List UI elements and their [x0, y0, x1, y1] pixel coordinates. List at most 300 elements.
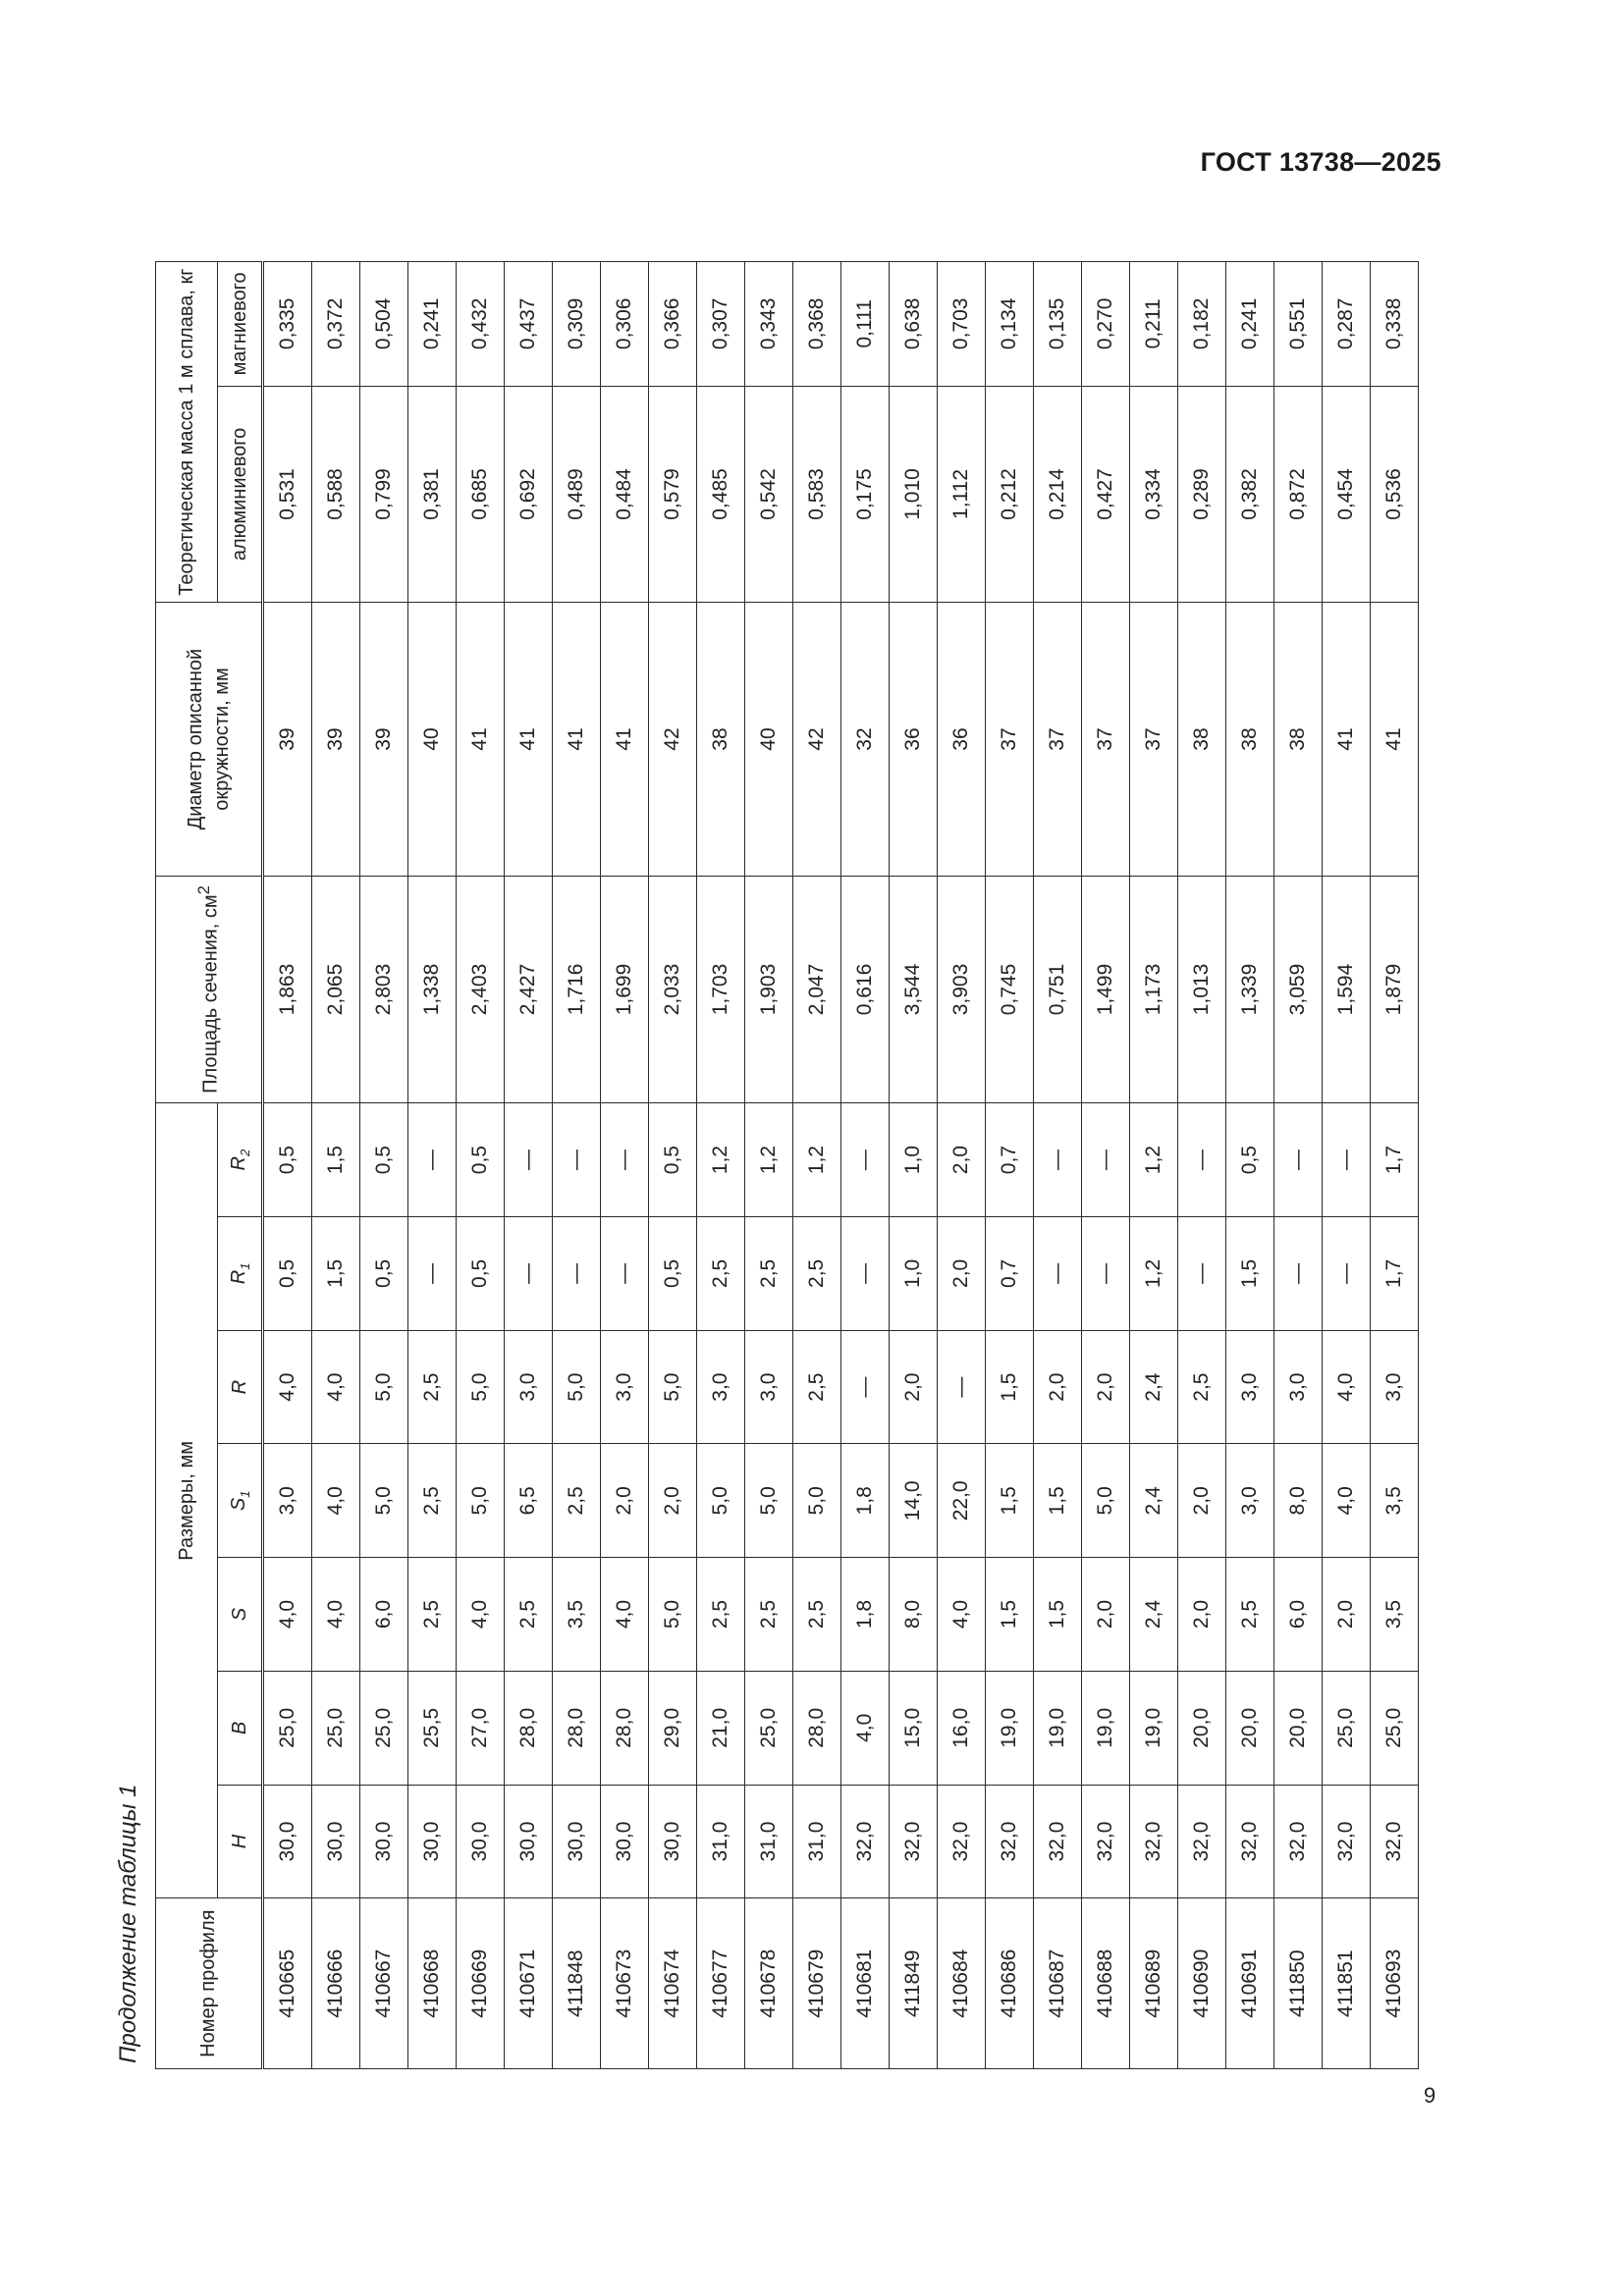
profile-number-cell: 411848: [553, 1898, 601, 2069]
H-cell: 31,0: [793, 1785, 841, 1898]
aluminum-mass-cell: 0,588: [312, 386, 360, 603]
R-cell: —: [938, 1330, 986, 1444]
S-cell: 2,5: [1226, 1558, 1274, 1672]
R1-cell: 1,5: [1226, 1217, 1274, 1331]
magnesium-mass-cell: 0,211: [1130, 262, 1178, 387]
H-cell: 30,0: [553, 1785, 601, 1898]
S-cell: 4,0: [312, 1558, 360, 1672]
diameter-cell: 38: [1178, 603, 1226, 876]
header-S1: $S_1$: [218, 1444, 263, 1558]
R1-cell: 0,5: [360, 1217, 408, 1331]
R-cell: 2,5: [1178, 1330, 1226, 1444]
S-cell: 5,0: [649, 1558, 697, 1672]
aluminum-mass-cell: 0,289: [1178, 386, 1226, 603]
magnesium-mass-cell: 0,309: [553, 262, 601, 387]
R-cell: 2,0: [890, 1330, 938, 1444]
R1-cell: —: [408, 1217, 457, 1331]
table-row: [360, 262, 408, 2069]
R1-cell: —: [1178, 1217, 1226, 1331]
B-cell: 25,0: [312, 1671, 360, 1785]
magnesium-mass-cell: 0,437: [505, 262, 553, 387]
S1-cell: 22,0: [938, 1444, 986, 1558]
R2-cell: 0,5: [457, 1103, 505, 1217]
magnesium-mass-cell: 0,270: [1082, 262, 1130, 387]
aluminum-mass-cell: 0,579: [649, 386, 697, 603]
diameter-cell: 41: [601, 603, 649, 876]
R1-cell: —: [601, 1217, 649, 1331]
S1-cell: 14,0: [890, 1444, 938, 1558]
table-row: [1274, 262, 1323, 2069]
S1-cell: 5,0: [745, 1444, 793, 1558]
R-cell: —: [841, 1330, 890, 1444]
B-cell: 19,0: [986, 1671, 1034, 1785]
table-row: [890, 262, 938, 2069]
R-cell: 3,0: [601, 1330, 649, 1444]
S-cell: 4,0: [263, 1558, 312, 1672]
R-cell: 2,0: [1034, 1330, 1082, 1444]
header-magnesium-mass: магниевого: [218, 262, 263, 387]
R-cell: 2,0: [1082, 1330, 1130, 1444]
H-cell: 30,0: [263, 1785, 312, 1898]
area-cell: 1,703: [697, 876, 745, 1102]
R1-cell: 0,7: [986, 1217, 1034, 1331]
profile-number-cell: 410681: [841, 1898, 890, 2069]
area-cell: 2,803: [360, 876, 408, 1102]
R2-cell: 1,0: [890, 1103, 938, 1217]
table-continuation-caption: Продолжение таблицы 1: [115, 1784, 141, 2063]
S-cell: 2,0: [1178, 1558, 1226, 1672]
diameter-cell: 42: [649, 603, 697, 876]
H-cell: 32,0: [1034, 1785, 1082, 1898]
R-cell: 1,5: [986, 1330, 1034, 1444]
B-cell: 25,0: [263, 1671, 312, 1785]
R1-cell: 0,5: [263, 1217, 312, 1331]
profile-number-cell: 410690: [1178, 1898, 1226, 2069]
diameter-cell: 41: [1323, 603, 1371, 876]
B-cell: 25,0: [745, 1671, 793, 1785]
S-cell: 2,0: [1082, 1558, 1130, 1672]
B-cell: 19,0: [1034, 1671, 1082, 1785]
table-row: [601, 262, 649, 2069]
area-cell: 1,013: [1178, 876, 1226, 1102]
profile-number-cell: 410684: [938, 1898, 986, 2069]
profile-number-cell: 410669: [457, 1898, 505, 2069]
area-cell: 1,903: [745, 876, 793, 1102]
area-cell: 2,033: [649, 876, 697, 1102]
B-cell: 27,0: [457, 1671, 505, 1785]
profile-number-cell: 410668: [408, 1898, 457, 2069]
R-cell: 5,0: [360, 1330, 408, 1444]
aluminum-mass-cell: 0,536: [1371, 386, 1419, 603]
area-cell: 2,047: [793, 876, 841, 1102]
profile-number-cell: 410687: [1034, 1898, 1082, 2069]
B-cell: 20,0: [1226, 1671, 1274, 1785]
R-cell: 2,5: [408, 1330, 457, 1444]
table-row: [1226, 262, 1274, 2069]
area-cell: 1,879: [1371, 876, 1419, 1102]
table-row: [649, 262, 697, 2069]
area-cell: 1,499: [1082, 876, 1130, 1102]
R-cell: 3,0: [505, 1330, 553, 1444]
S1-cell: 2,0: [649, 1444, 697, 1558]
S-cell: 6,0: [360, 1558, 408, 1672]
magnesium-mass-cell: 0,307: [697, 262, 745, 387]
table-row: [745, 262, 793, 2069]
table-row: [553, 262, 601, 2069]
S1-cell: 6,5: [505, 1444, 553, 1558]
R-cell: 3,0: [1371, 1330, 1419, 1444]
R2-cell: 1,2: [1130, 1103, 1178, 1217]
S1-cell: 3,0: [263, 1444, 312, 1558]
profile-number-cell: 410686: [986, 1898, 1034, 2069]
diameter-cell: 38: [697, 603, 745, 876]
profile-number-cell: 410688: [1082, 1898, 1130, 2069]
R2-cell: 1,5: [312, 1103, 360, 1217]
diameter-cell: 38: [1274, 603, 1323, 876]
page-number: 9: [1424, 2083, 1436, 2108]
R2-cell: —: [408, 1103, 457, 1217]
area-cell: 1,338: [408, 876, 457, 1102]
R-cell: 4,0: [312, 1330, 360, 1444]
R1-cell: —: [1323, 1217, 1371, 1331]
S-cell: 1,5: [986, 1558, 1034, 1672]
R1-cell: —: [505, 1217, 553, 1331]
R1-cell: —: [553, 1217, 601, 1331]
area-cell: 1,716: [553, 876, 601, 1102]
R2-cell: 0,5: [360, 1103, 408, 1217]
B-cell: 16,0: [938, 1671, 986, 1785]
R-cell: 3,0: [1226, 1330, 1274, 1444]
profile-number-cell: 410674: [649, 1898, 697, 2069]
profile-table: [155, 261, 1419, 2069]
diameter-cell: 42: [793, 603, 841, 876]
table-row: [1371, 262, 1419, 2069]
S1-cell: 4,0: [1323, 1444, 1371, 1558]
H-cell: 32,0: [1082, 1785, 1130, 1898]
area-cell: 3,903: [938, 876, 986, 1102]
table-row: [1130, 262, 1178, 2069]
B-cell: 20,0: [1274, 1671, 1323, 1785]
B-cell: 15,0: [890, 1671, 938, 1785]
diameter-cell: 37: [1082, 603, 1130, 876]
R-cell: 3,0: [745, 1330, 793, 1444]
header-aluminum-mass: алюминиевого: [218, 386, 263, 603]
area-cell: 0,751: [1034, 876, 1082, 1102]
R2-cell: 1,2: [793, 1103, 841, 1217]
R1-cell: —: [1034, 1217, 1082, 1331]
R2-cell: 1,2: [697, 1103, 745, 1217]
header-section-area: Площадь сечения, $см^2$: [156, 876, 263, 1102]
magnesium-mass-cell: 0,551: [1274, 262, 1323, 387]
profile-number-cell: 411850: [1274, 1898, 1323, 2069]
header-profile-number: Номер профиля: [156, 1898, 263, 2069]
R-cell: 3,0: [1274, 1330, 1323, 1444]
S-cell: 2,5: [505, 1558, 553, 1672]
table-row: [263, 262, 312, 2069]
magnesium-mass-cell: 0,703: [938, 262, 986, 387]
R1-cell: 2,5: [745, 1217, 793, 1331]
profile-number-cell: 410665: [263, 1898, 312, 2069]
table-row: [1178, 262, 1226, 2069]
S1-cell: 1,8: [841, 1444, 890, 1558]
S-cell: 4,0: [601, 1558, 649, 1672]
B-cell: 28,0: [505, 1671, 553, 1785]
magnesium-mass-cell: 0,638: [890, 262, 938, 387]
R2-cell: 0,5: [1226, 1103, 1274, 1217]
area-cell: 1,699: [601, 876, 649, 1102]
table-row: [312, 262, 360, 2069]
B-cell: 19,0: [1082, 1671, 1130, 1785]
area-cell: 1,594: [1323, 876, 1371, 1102]
area-cell: 3,544: [890, 876, 938, 1102]
S-cell: 2,5: [793, 1558, 841, 1672]
diameter-cell: 39: [263, 603, 312, 876]
table-row: [457, 262, 505, 2069]
profile-number-cell: 410678: [745, 1898, 793, 2069]
R1-cell: 2,5: [793, 1217, 841, 1331]
H-cell: 30,0: [505, 1785, 553, 1898]
H-cell: 32,0: [986, 1785, 1034, 1898]
S1-cell: 2,5: [408, 1444, 457, 1558]
B-cell: 20,0: [1178, 1671, 1226, 1785]
table-row: [841, 262, 890, 2069]
R-cell: 2,4: [1130, 1330, 1178, 1444]
R1-cell: 0,5: [457, 1217, 505, 1331]
aluminum-mass-cell: 0,685: [457, 386, 505, 603]
R2-cell: 1,7: [1371, 1103, 1419, 1217]
aluminum-mass-cell: 0,583: [793, 386, 841, 603]
B-cell: 25,0: [360, 1671, 408, 1785]
profile-number-cell: 410666: [312, 1898, 360, 2069]
magnesium-mass-cell: 0,343: [745, 262, 793, 387]
S1-cell: 1,5: [1034, 1444, 1082, 1558]
R2-cell: 2,0: [938, 1103, 986, 1217]
S-cell: 4,0: [457, 1558, 505, 1672]
magnesium-mass-cell: 0,241: [1226, 262, 1274, 387]
magnesium-mass-cell: 0,372: [312, 262, 360, 387]
H-cell: 31,0: [745, 1785, 793, 1898]
aluminum-mass-cell: 1,010: [890, 386, 938, 603]
profile-number-cell: 410679: [793, 1898, 841, 2069]
area-cell: 2,403: [457, 876, 505, 1102]
magnesium-mass-cell: 0,432: [457, 262, 505, 387]
diameter-cell: 38: [1226, 603, 1274, 876]
profile-number-cell: 410671: [505, 1898, 553, 2069]
area-cell: 2,065: [312, 876, 360, 1102]
H-cell: 32,0: [1226, 1785, 1274, 1898]
B-cell: 28,0: [553, 1671, 601, 1785]
standard-designation: ГОСТ 13738—2025: [1200, 147, 1441, 177]
header-R1: $R_1$: [218, 1217, 263, 1331]
S-cell: 6,0: [1274, 1558, 1323, 1672]
S-cell: 1,8: [841, 1558, 890, 1672]
table-row: [986, 262, 1034, 2069]
B-cell: 25,0: [1323, 1671, 1371, 1785]
diameter-cell: 41: [1371, 603, 1419, 876]
S1-cell: 8,0: [1274, 1444, 1323, 1558]
magnesium-mass-cell: 0,182: [1178, 262, 1226, 387]
S1-cell: 2,0: [1178, 1444, 1226, 1558]
profile-number-cell: 410689: [1130, 1898, 1178, 2069]
aluminum-mass-cell: 0,531: [263, 386, 312, 603]
aluminum-mass-cell: 0,872: [1274, 386, 1323, 603]
R2-cell: 0,7: [986, 1103, 1034, 1217]
S1-cell: 3,0: [1226, 1444, 1274, 1558]
S1-cell: 5,0: [697, 1444, 745, 1558]
R1-cell: —: [1082, 1217, 1130, 1331]
aluminum-mass-cell: 0,485: [697, 386, 745, 603]
S-cell: 2,0: [1323, 1558, 1371, 1672]
R1-cell: —: [1274, 1217, 1323, 1331]
magnesium-mass-cell: 0,287: [1323, 262, 1371, 387]
table-row: [1034, 262, 1082, 2069]
H-cell: 30,0: [408, 1785, 457, 1898]
diameter-cell: 39: [360, 603, 408, 876]
diameter-cell: 36: [890, 603, 938, 876]
H-cell: 32,0: [1371, 1785, 1419, 1898]
R2-cell: 0,5: [263, 1103, 312, 1217]
S-cell: 8,0: [890, 1558, 938, 1672]
R-cell: 5,0: [457, 1330, 505, 1444]
header-B: B: [218, 1671, 263, 1785]
table-row: [1323, 262, 1371, 2069]
aluminum-mass-cell: 1,112: [938, 386, 986, 603]
diameter-cell: 41: [457, 603, 505, 876]
B-cell: 19,0: [1130, 1671, 1178, 1785]
R2-cell: —: [505, 1103, 553, 1217]
aluminum-mass-cell: 0,692: [505, 386, 553, 603]
header-H: H: [218, 1785, 263, 1898]
table-row: [505, 262, 553, 2069]
R2-cell: —: [1274, 1103, 1323, 1217]
R1-cell: 1,0: [890, 1217, 938, 1331]
R-cell: 4,0: [1323, 1330, 1371, 1444]
H-cell: 32,0: [1274, 1785, 1323, 1898]
diameter-cell: 41: [553, 603, 601, 876]
R1-cell: 1,2: [1130, 1217, 1178, 1331]
R2-cell: —: [1323, 1103, 1371, 1217]
B-cell: 25,0: [1371, 1671, 1419, 1785]
diameter-cell: 37: [986, 603, 1034, 876]
R1-cell: 0,5: [649, 1217, 697, 1331]
B-cell: 28,0: [793, 1671, 841, 1785]
H-cell: 32,0: [890, 1785, 938, 1898]
header-circumscribed-diameter: Диаметр описанной окружности, мм: [156, 603, 263, 876]
H-cell: 30,0: [601, 1785, 649, 1898]
aluminum-mass-cell: 0,382: [1226, 386, 1274, 603]
aluminum-mass-cell: 0,427: [1082, 386, 1130, 603]
S-cell: 2,4: [1130, 1558, 1178, 1672]
H-cell: 30,0: [312, 1785, 360, 1898]
H-cell: 32,0: [1178, 1785, 1226, 1898]
area-cell: 1,863: [263, 876, 312, 1102]
H-cell: 32,0: [841, 1785, 890, 1898]
aluminum-mass-cell: 0,484: [601, 386, 649, 603]
magnesium-mass-cell: 0,111: [841, 262, 890, 387]
S1-cell: 1,5: [986, 1444, 1034, 1558]
S1-cell: 5,0: [1082, 1444, 1130, 1558]
H-cell: 30,0: [360, 1785, 408, 1898]
magnesium-mass-cell: 0,335: [263, 262, 312, 387]
R2-cell: —: [1034, 1103, 1082, 1217]
B-cell: 28,0: [601, 1671, 649, 1785]
R-cell: 5,0: [649, 1330, 697, 1444]
diameter-cell: 37: [1034, 603, 1082, 876]
aluminum-mass-cell: 0,489: [553, 386, 601, 603]
table-row: [793, 262, 841, 2069]
magnesium-mass-cell: 0,504: [360, 262, 408, 387]
B-cell: 25,5: [408, 1671, 457, 1785]
magnesium-mass-cell: 0,135: [1034, 262, 1082, 387]
S1-cell: 5,0: [360, 1444, 408, 1558]
table-row: [1082, 262, 1130, 2069]
S-cell: 1,5: [1034, 1558, 1082, 1672]
magnesium-mass-cell: 0,338: [1371, 262, 1419, 387]
aluminum-mass-cell: 0,214: [1034, 386, 1082, 603]
S1-cell: 3,5: [1371, 1444, 1419, 1558]
R1-cell: 1,7: [1371, 1217, 1419, 1331]
diameter-cell: 39: [312, 603, 360, 876]
S1-cell: 2,5: [553, 1444, 601, 1558]
B-cell: 21,0: [697, 1671, 745, 1785]
header-S: S: [218, 1558, 263, 1672]
magnesium-mass-cell: 0,134: [986, 262, 1034, 387]
header-R2: $R_2$: [218, 1103, 263, 1217]
rotated-table-block: [106, 261, 1405, 2069]
R2-cell: —: [841, 1103, 890, 1217]
header-theoretical-mass-group: Теоретическая масса 1 м сплава, кг: [156, 262, 218, 603]
table-body: [263, 262, 1419, 2069]
R2-cell: —: [1178, 1103, 1226, 1217]
R2-cell: —: [553, 1103, 601, 1217]
H-cell: 30,0: [457, 1785, 505, 1898]
table-row: [938, 262, 986, 2069]
H-cell: 32,0: [938, 1785, 986, 1898]
H-cell: 32,0: [1130, 1785, 1178, 1898]
diameter-cell: 37: [1130, 603, 1178, 876]
S1-cell: 5,0: [793, 1444, 841, 1558]
R2-cell: —: [1082, 1103, 1130, 1217]
H-cell: 31,0: [697, 1785, 745, 1898]
R-cell: 5,0: [553, 1330, 601, 1444]
area-cell: 0,616: [841, 876, 890, 1102]
S-cell: 3,5: [553, 1558, 601, 1672]
R2-cell: 0,5: [649, 1103, 697, 1217]
B-cell: 29,0: [649, 1671, 697, 1785]
header-dimensions-group: Размеры, мм: [156, 1103, 218, 1898]
profile-number-cell: 411851: [1323, 1898, 1371, 2069]
profile-number-cell: 411849: [890, 1898, 938, 2069]
profile-number-cell: 410693: [1371, 1898, 1419, 2069]
R1-cell: 2,5: [697, 1217, 745, 1331]
R-cell: 3,0: [697, 1330, 745, 1444]
magnesium-mass-cell: 0,306: [601, 262, 649, 387]
area-cell: 1,173: [1130, 876, 1178, 1102]
diameter-cell: 40: [745, 603, 793, 876]
area-cell: 2,427: [505, 876, 553, 1102]
profile-number-cell: 410673: [601, 1898, 649, 2069]
S1-cell: 2,4: [1130, 1444, 1178, 1558]
S-cell: 3,5: [1371, 1558, 1419, 1672]
diameter-cell: 36: [938, 603, 986, 876]
aluminum-mass-cell: 0,175: [841, 386, 890, 603]
S1-cell: 2,0: [601, 1444, 649, 1558]
S1-cell: 5,0: [457, 1444, 505, 1558]
R1-cell: —: [841, 1217, 890, 1331]
area-cell: 3,059: [1274, 876, 1323, 1102]
H-cell: 32,0: [1323, 1785, 1371, 1898]
H-cell: 30,0: [649, 1785, 697, 1898]
